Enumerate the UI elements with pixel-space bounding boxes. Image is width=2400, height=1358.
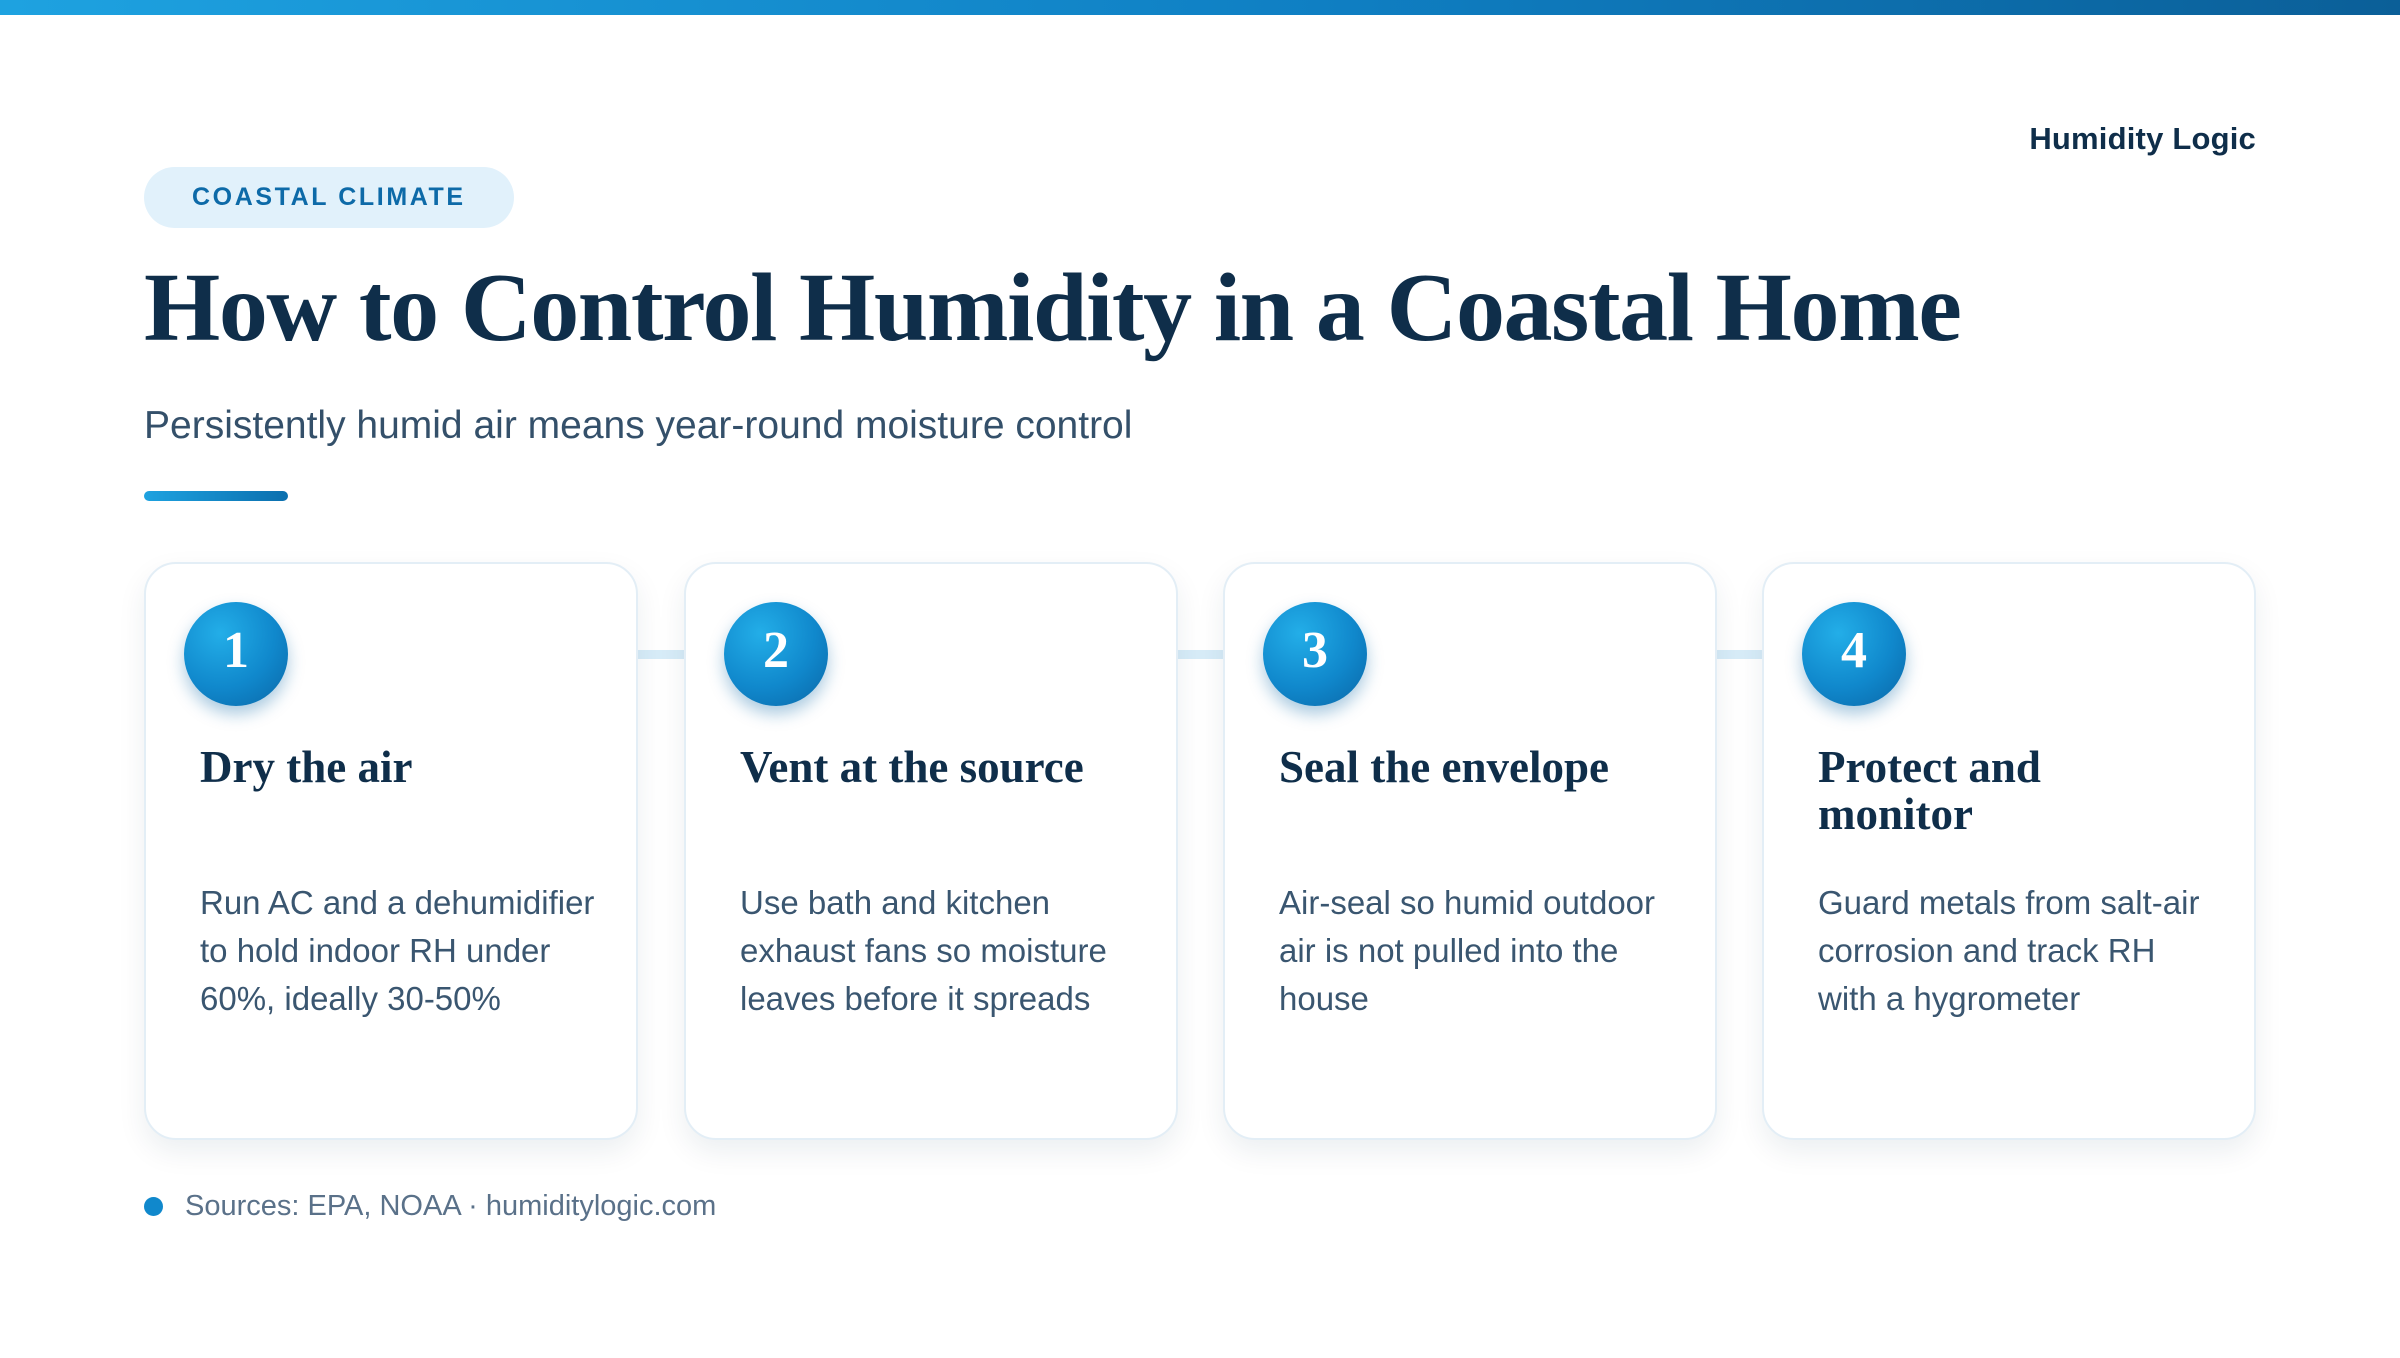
step-title: Protect and monitor xyxy=(1818,742,2041,839)
step-title: Dry the air xyxy=(200,742,413,792)
top-accent-bar xyxy=(0,0,2400,15)
step-card-2 xyxy=(684,562,1178,1140)
step-connector xyxy=(638,650,686,659)
step-description: Run AC and a dehumidifier to hold indoor RH under 60%, ideally 30-50% xyxy=(200,884,595,1017)
category-badge: COASTAL CLIMATE xyxy=(144,167,514,228)
brand-name: Humidity Logic xyxy=(2029,121,2256,156)
step-description: Use bath and kitchen exhaust fans so moisture leaves before it spreads xyxy=(740,884,1107,1017)
step-number-badge: 3 xyxy=(1263,602,1367,706)
sources-text: Sources: EPA, NOAA · humiditylogic.com xyxy=(185,1189,717,1222)
step-description: Air-seal so humid outdoor air is not pulled into the house xyxy=(1279,884,1656,1017)
step-number-badge: 1 xyxy=(184,602,288,706)
step-connector xyxy=(1716,650,1764,659)
step-description: Guard metals from salt-air corrosion and track RH with a hygrometer xyxy=(1818,884,2200,1017)
step-card-3 xyxy=(1223,562,1717,1140)
title-underline xyxy=(144,491,288,501)
page-subtitle: Persistently humid air means year-round moisture control xyxy=(144,404,1133,447)
step-number-badge: 4 xyxy=(1802,602,1906,706)
bullet-dot-icon xyxy=(144,1197,163,1216)
step-title: Seal the envelope xyxy=(1279,742,1609,792)
sources-footer xyxy=(144,1186,716,1226)
step-connector xyxy=(1177,650,1225,659)
page-title: How to Control Humidity in a Coastal Home xyxy=(144,254,1961,362)
step-card-1 xyxy=(144,562,638,1140)
step-card-4 xyxy=(1762,562,2256,1140)
step-number-badge: 2 xyxy=(724,602,828,706)
step-title: Vent at the source xyxy=(740,742,1084,792)
